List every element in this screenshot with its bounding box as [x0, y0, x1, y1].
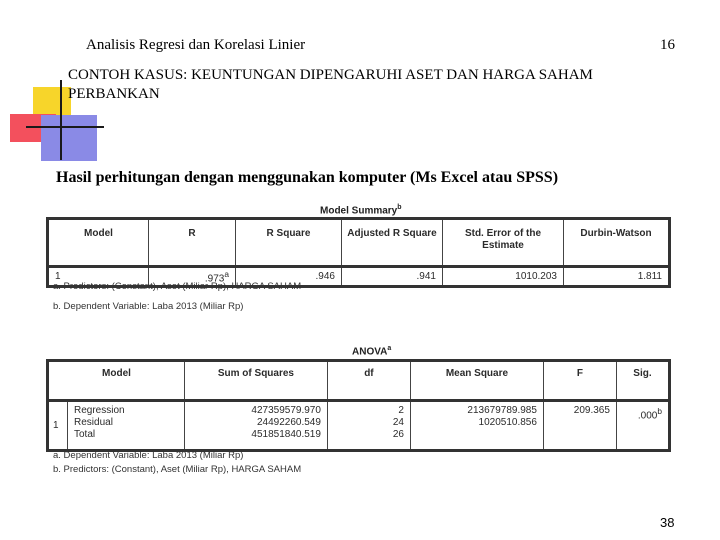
df-value: 2: [398, 405, 404, 416]
anova-caption-sup: a: [387, 345, 392, 352]
row-label: Residual: [74, 417, 113, 428]
model-summary-note-b: b. Dependent Variable: Laba 2013 (Miliar Rp): [53, 301, 244, 312]
col-header: Mean Square: [410, 361, 543, 401]
sig-value: .000: [637, 410, 658, 422]
case-text: CONTOH KASUS: KEUNTUNGAN DIPENGARUHI ASET DAN HARGA SAHAM PERBANKAN: [68, 67, 593, 102]
cell-sig: [616, 401, 669, 451]
table-row: [48, 401, 670, 451]
col-header: Std. Error of the Estimate: [443, 219, 564, 267]
anova-note-b: b. Predictors: (Constant), Aset (Miliar Rp), HARGA SAHAM: [53, 464, 302, 475]
ss-value: 24492260.549: [256, 417, 321, 428]
cell-f: [543, 401, 616, 451]
anova-caption: [352, 345, 391, 357]
ms-value: 1020510.856: [478, 417, 537, 428]
col-header: Model: [48, 219, 149, 267]
table-header-row: [48, 219, 670, 267]
col-header: Model: [48, 361, 185, 401]
ss-value: 451851840.519: [251, 429, 321, 440]
cell-r-sup: a: [224, 268, 229, 279]
cell-std-error: 1010.203: [443, 267, 564, 287]
f-value: 209.365: [573, 405, 610, 416]
sig-sup: b: [657, 406, 662, 416]
table-header-row: [48, 361, 670, 401]
col-header: R Square: [236, 219, 342, 267]
cell-model: 1: [48, 401, 68, 451]
col-header: Adjusted R Square: [342, 219, 443, 267]
cell-labels: [68, 401, 185, 451]
sig-cell: [623, 405, 662, 422]
cell-r-value: .973: [204, 273, 225, 285]
header-title: Analisis Regresi dan Korelasi Linier: [86, 37, 306, 53]
cell-durbin-watson: 1.811: [637, 271, 662, 282]
decor-blue-square: [41, 115, 97, 161]
col-header: Sig.: [616, 361, 669, 401]
decor-vertical-line: [60, 80, 62, 160]
model-summary-caption: [320, 204, 402, 216]
cell-model: 1: [48, 267, 149, 287]
anova-table: [46, 359, 671, 452]
ms-value: 213679789.985: [467, 405, 537, 416]
anova-note-a: a. Dependent Variable: Laba 2013 (Miliar Rp): [53, 450, 244, 461]
ss-value: 427359579.970: [251, 405, 321, 416]
cell-mean-square: [410, 401, 543, 451]
header-page-number: 16: [660, 37, 675, 53]
cell-r-square: .946: [236, 267, 342, 287]
model-summary-caption-text: Model Summary: [320, 205, 398, 217]
subtitle: Hasil perhitungan dengan menggunakan komputer (Ms Excel atau SPSS): [56, 169, 559, 186]
col-header: Sum of Squares: [184, 361, 327, 401]
anova-caption-text: ANOVA: [352, 346, 388, 358]
col-header: R: [149, 219, 236, 267]
df-value: 26: [392, 429, 404, 440]
col-header: F: [543, 361, 616, 401]
decor-horizontal-line: [26, 126, 104, 128]
slide-number: 38: [660, 515, 675, 530]
model-summary-note-a: a. Predictors: (Constant), Aset (Miliar Rp), HARGA SAHAM: [53, 281, 302, 292]
row-label: Regression: [74, 405, 125, 416]
model-summary-caption-sup: b: [397, 204, 402, 211]
cell-sum-of-squares: [184, 401, 327, 451]
model-summary-table: [46, 217, 671, 288]
cell-df: [327, 401, 410, 451]
cell-adj-r-square: .941: [342, 267, 443, 287]
col-header: df: [327, 361, 410, 401]
df-value: 24: [392, 417, 404, 428]
col-header: Durbin-Watson: [564, 219, 670, 267]
row-label: Total: [74, 429, 96, 440]
